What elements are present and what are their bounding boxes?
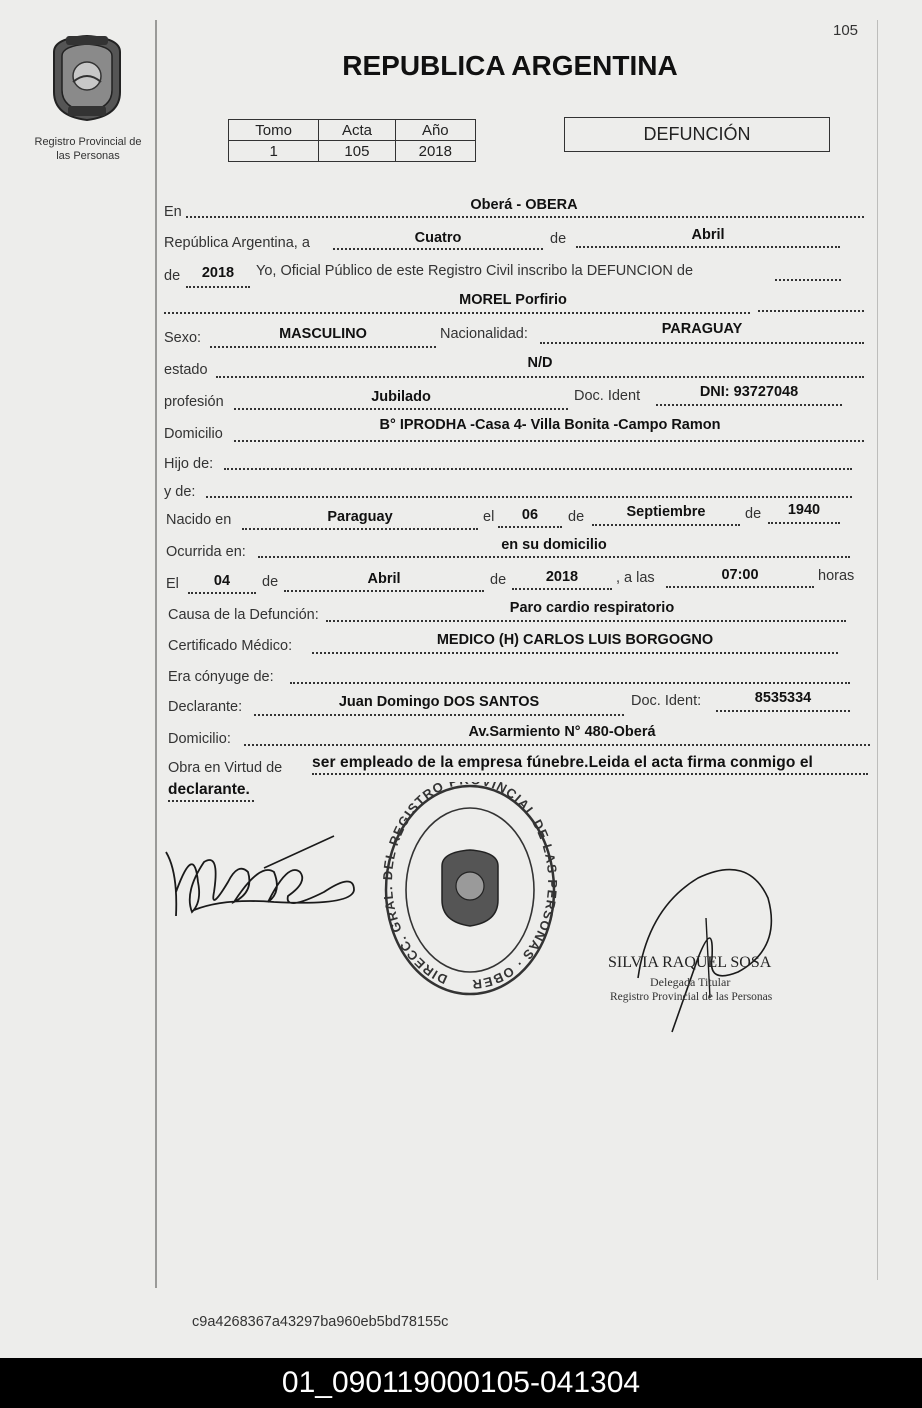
obra-label: Obra en Virtud de bbox=[168, 760, 283, 776]
nacionalidad-label: Nacionalidad: bbox=[440, 326, 528, 342]
hora-line bbox=[666, 586, 814, 588]
footer-bar bbox=[0, 1358, 922, 1408]
hijo-line bbox=[224, 468, 852, 470]
ref-header-anio: Año bbox=[395, 120, 475, 141]
nacionalidad-line bbox=[540, 342, 864, 344]
page-title: REPUBLICA ARGENTINA bbox=[342, 50, 678, 81]
causa-value: Paro cardio respiratorio bbox=[509, 600, 675, 616]
republica-label: República Argentina, a bbox=[164, 235, 310, 251]
el1-label: el bbox=[483, 509, 495, 525]
yde-label: y de: bbox=[164, 484, 196, 500]
de2-label: de bbox=[164, 268, 181, 284]
conyuge-line bbox=[290, 682, 850, 684]
domicilio2-label: Domicilio: bbox=[168, 731, 231, 747]
profesion-label: profesión bbox=[164, 394, 224, 410]
nombre-value: MOREL Porfirio bbox=[459, 292, 567, 308]
right-margin-line bbox=[877, 20, 878, 1280]
sexo-label: Sexo: bbox=[164, 330, 202, 346]
ref-value-anio: 2018 bbox=[395, 141, 475, 162]
en-value: Oberá - OBERA bbox=[470, 197, 578, 213]
horas-label: horas bbox=[818, 568, 855, 584]
obra-value-line1: ser empleado de la empresa fúnebre.Leida el acta firma conmigo el bbox=[312, 754, 813, 771]
footer-code: 01_090119000105-041304 bbox=[281, 1366, 641, 1399]
certificado-line bbox=[312, 652, 838, 654]
left-margin-line bbox=[155, 20, 157, 1288]
doc-value: DNI: 93727048 bbox=[699, 384, 799, 400]
estado-value: N/D bbox=[527, 355, 553, 371]
declarant-signature bbox=[164, 832, 364, 932]
declarante-value: Juan Domingo DOS SANTOS bbox=[338, 694, 540, 710]
dia-line bbox=[333, 248, 543, 250]
ref-header-acta: Acta bbox=[319, 120, 395, 141]
certificado-value: MEDICO (H) CARLOS LUIS BORGOGNO bbox=[436, 632, 714, 648]
nacido-line bbox=[242, 528, 478, 530]
obra-line1 bbox=[312, 773, 868, 775]
def-dia-value: 04 bbox=[213, 573, 231, 589]
de1-label: de bbox=[550, 231, 567, 247]
nacido-value: Paraguay bbox=[327, 509, 393, 525]
signatory-name: SILVIA RAQUEL SOSA bbox=[608, 954, 772, 971]
profesion-line bbox=[234, 408, 568, 410]
nac-dia-line bbox=[498, 526, 562, 528]
sexo-value: MASCULINO bbox=[279, 326, 367, 342]
domicilio-line bbox=[234, 440, 864, 442]
def-anio-line bbox=[512, 588, 612, 590]
nacionalidad-value: PARAGUAY bbox=[661, 321, 743, 337]
nombre-line bbox=[164, 312, 750, 314]
de5-label: de bbox=[262, 574, 279, 590]
official-line bbox=[775, 279, 841, 281]
causa-line bbox=[326, 620, 846, 622]
conyuge-label: Era cónyuge de: bbox=[168, 669, 274, 685]
domicilio-label: Domicilio bbox=[164, 426, 223, 442]
en-label: En bbox=[164, 204, 182, 220]
document-type-box: DEFUNCIÓN bbox=[564, 117, 830, 152]
nac-anio-value: 1940 bbox=[787, 502, 821, 518]
certificado-label: Certificado Médico: bbox=[168, 638, 293, 654]
def-dia-line bbox=[188, 592, 256, 594]
de3-label: de bbox=[568, 509, 585, 525]
estado-label: estado bbox=[164, 362, 208, 378]
obra-line2 bbox=[168, 800, 254, 802]
ref-value-tomo: 1 bbox=[229, 141, 319, 162]
nacido-label: Nacido en bbox=[166, 512, 232, 528]
ocurrida-label: Ocurrida en: bbox=[166, 544, 246, 560]
ref-value-acta: 105 bbox=[319, 141, 395, 162]
doc2-label: Doc. Ident: bbox=[631, 693, 702, 709]
def-mes-line bbox=[284, 590, 484, 592]
official-text: Yo, Oficial Público de este Registro Civil inscribo la DEFUNCION de bbox=[256, 263, 694, 279]
declarante-label: Declarante: bbox=[168, 699, 243, 715]
el2-label: El bbox=[166, 576, 179, 592]
doc-line bbox=[656, 404, 842, 406]
page-number: 105 bbox=[833, 22, 859, 39]
alas-label: , a las bbox=[616, 570, 655, 586]
reference-table bbox=[228, 119, 476, 162]
sexo-line bbox=[210, 346, 436, 348]
hijo-label: Hijo de: bbox=[164, 456, 214, 472]
ref-header-tomo: Tomo bbox=[229, 120, 319, 141]
domicilio2-value: Av.Sarmiento N° 480-Oberá bbox=[468, 724, 656, 740]
official-stamp bbox=[382, 782, 558, 1000]
nac-mes-value: Septiembre bbox=[626, 504, 706, 520]
signatory-title: Delegada Titular bbox=[650, 975, 731, 989]
de6-label: de bbox=[490, 572, 507, 588]
estado-line bbox=[216, 376, 864, 378]
def-mes-value: Abril bbox=[367, 571, 401, 587]
def-anio-value: 2018 bbox=[545, 569, 579, 585]
hora-value: 07:00 bbox=[721, 567, 759, 583]
mes-line bbox=[576, 246, 840, 248]
nac-anio-line bbox=[768, 522, 840, 524]
domicilio2-line bbox=[244, 744, 870, 746]
province-logo bbox=[46, 32, 128, 124]
ocurrida-value: en su domicilio bbox=[501, 537, 607, 553]
doc2-line bbox=[716, 710, 850, 712]
signatory-org: Registro Provincial de las Personas bbox=[610, 991, 773, 1003]
doc-label: Doc. Ident bbox=[574, 388, 641, 404]
domicilio-value: B° IPRODHA -Casa 4- Villa Bonita -Campo Ramon bbox=[379, 417, 721, 433]
obra-value-line2: declarante. bbox=[168, 781, 250, 798]
nac-mes-line bbox=[592, 524, 740, 526]
nombre-line-2 bbox=[758, 310, 864, 312]
dia-value: Cuatro bbox=[414, 230, 462, 246]
mes-value: Abril bbox=[691, 227, 725, 243]
en-line bbox=[186, 216, 864, 218]
registry-name-line1: Registro Provincial de bbox=[34, 136, 142, 148]
registry-name-line2: las Personas bbox=[56, 150, 120, 162]
nac-dia-value: 06 bbox=[521, 507, 539, 523]
causa-label: Causa de la Defunción: bbox=[168, 607, 319, 623]
doc2-value: 8535334 bbox=[754, 690, 812, 706]
yde-line bbox=[206, 496, 852, 498]
ocurrida-line bbox=[258, 556, 850, 558]
anio-value: 2018 bbox=[201, 265, 235, 281]
document-hash: c9a4268367a43297ba960eb5bd78155c bbox=[192, 1314, 449, 1330]
stamp-text: DIRECC. GRA EL REGISTRO INCIAL DE LA RSONAS · OBER bbox=[382, 782, 558, 993]
de4-label: de bbox=[745, 506, 762, 522]
anio-line bbox=[186, 286, 250, 288]
official-signature bbox=[618, 858, 788, 1036]
profesion-value: Jubilado bbox=[371, 389, 431, 405]
declarante-line bbox=[254, 714, 624, 716]
